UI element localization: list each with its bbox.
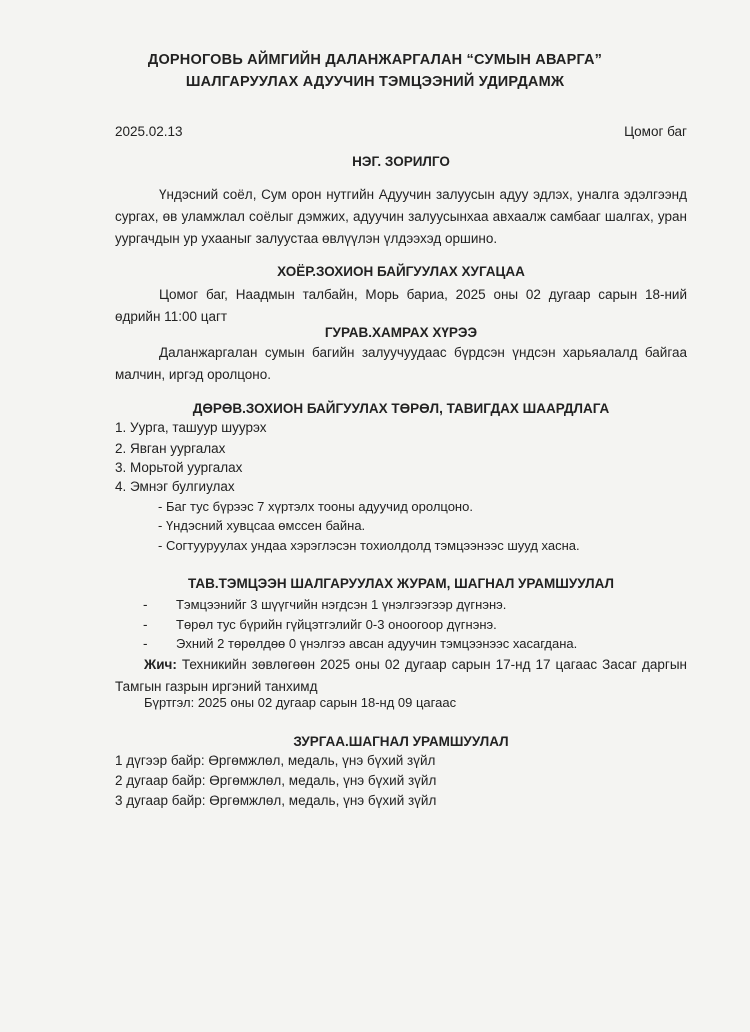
section1-text: Үндэсний соёл, Сум орон нутгийн Адуучин залуусын адуу эдлэх, уналга эдэлгээнд сургах, өв уламжлал соёлыг дэмжих, адуучин залуусынхаа авхаалж самбааг шалгах, уран уургачдын ур ухааныг залуустаа өвлүүлэн үлдээхэд оршино. (115, 187, 687, 246)
section6-item: 3 дугаар байр: Өргөмжлөл, медаль, үнэ бүхий зүйл (115, 793, 437, 808)
section1-heading: НЭГ. ЗОРИЛГО (352, 154, 450, 169)
section5-bullet: - (143, 636, 148, 651)
section4-item: 1. Уурга, ташуур шуурэх (115, 420, 267, 435)
section3-heading: ГУРАВ.ХАМРАХ ХҮРЭЭ (324, 325, 478, 340)
section5-bullet: - (143, 617, 148, 632)
section5-registration: Бүртгэл: 2025 оны 02 дугаар сарын 18-нд 09 цагаас (144, 695, 457, 710)
document-date: 2025.02.13 (115, 124, 183, 139)
section6-item: 2 дугаар байр: Өргөмжлөл, медаль, үнэ бүхий зүйл (115, 773, 437, 788)
section6-item: 1 дүгээр байр: Өргөмжлөл, медаль, үнэ бүхий зүйл (115, 753, 436, 768)
section6-heading: ЗУРГАА.ШАГНАЛ УРАМШУУЛАЛ (293, 734, 509, 749)
section2-text: Цомог баг, Наадмын талбайн, Морь бариа, 2025 оны 02 дугаар сарын 18-ний өдрийн 11:00 цагт (115, 287, 687, 324)
section4-subitem: - Үндэсний хувцсаа өмссен байна. (158, 518, 366, 533)
section5-item: Тэмцээнийг 3 шүүгчийн нэгдсэн 1 үнэлгээгээр дүгнэнэ. (176, 597, 507, 612)
section4-heading: ДӨРӨВ.ЗОХИОН БАЙГУУЛАХ ТӨРӨЛ, ТАВИГДАХ ШААРДЛАГА (192, 401, 610, 416)
section5-heading: ТАВ.ТЭМЦЭЭН ШАЛГАРУУЛАХ ЖУРАМ, ШАГНАЛ УРАМШУУЛАЛ (188, 576, 614, 591)
section4-item: 2. Явган уургалах (115, 441, 226, 456)
section5-bullet: - (143, 597, 148, 612)
section2-heading: ХОЁР.ЗОХИОН БАЙГУУЛАХ ХУГАЦАА (277, 264, 525, 279)
section5-item: Эхний 2 төрөлдөө 0 үнэлгээ авсан адуучин тэмцээнээс хасагдана. (176, 636, 578, 651)
section5-item: Төрөл тус бүрийн гүйцэтгэлийг 0-3 оноогоор дүгнэнэ. (176, 617, 497, 632)
section3-text: Даланжаргалан сумын багийн залуучуудаас бүрдсэн үндсэн харьяалалд байгаа малчин, иргэд оролцоно. (115, 345, 687, 382)
section5-note-label: Жич: (144, 657, 177, 672)
section4-subitem: - Согтууруулах ундаа хэрэглэсэн тохиолдолд тэмцээнээс шууд хасна. (158, 538, 580, 553)
section4-item: 3. Морьтой уургалах (115, 460, 243, 475)
document-title-line1: ДОРНОГОВЬ АЙМГИЙН ДАЛАНЖАРГАЛАН “СУМЫН АВАРГА” (147, 52, 603, 68)
section4-subitem: - Баг тус бүрээс 7 хүртэлх тооны адуучид оролцоно. (158, 499, 473, 514)
document-place: Цомог баг (624, 124, 687, 139)
section4-item: 4. Эмнэг булгиулах (115, 479, 235, 494)
section5-note-text: Техникийн зөвлөгөөн 2025 оны 02 дугаар сарын 17-нд 17 цагаас Засаг даргын Тамгын газрын иргэний танхимд (115, 657, 687, 694)
section5-note (115, 654, 687, 698)
document-title-line2: ШАЛГАРУУЛАХ АДУУЧИН ТЭМЦЭЭНИЙ УДИРДАМЖ (185, 74, 565, 90)
